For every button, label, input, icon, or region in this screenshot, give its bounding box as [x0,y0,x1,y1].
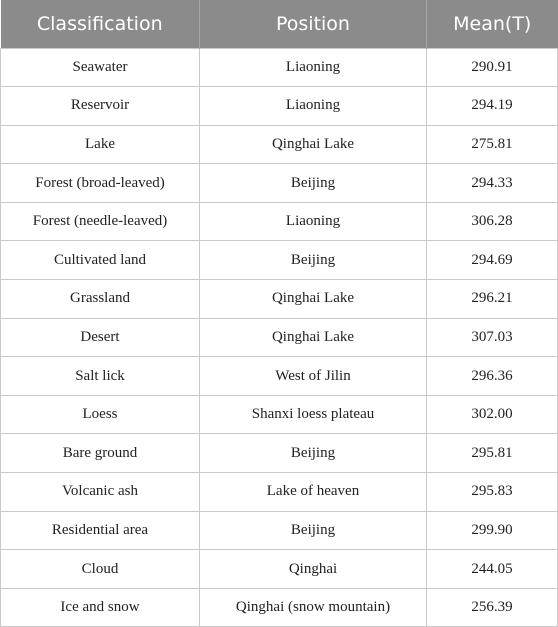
cell-classification: Residential area [1,511,200,550]
cell-classification: Volcanic ash [1,473,200,512]
cell-position: Qinghai (snow mountain) [200,588,427,627]
cell-position: West of Jilin [200,357,427,396]
cell-position: Liaoning [200,87,427,126]
cell-mean: 294.19 [427,87,558,126]
table-row [1,280,558,319]
table-row [1,241,558,280]
cell-mean: 302.00 [427,395,558,434]
cell-classification: Desert [1,318,200,357]
cell-classification: Grassland [1,280,200,319]
cell-classification: Cultivated land [1,241,200,280]
cell-mean: 295.83 [427,473,558,512]
cell-mean: 307.03 [427,318,558,357]
cell-mean: 294.33 [427,164,558,203]
cell-classification: Seawater [1,48,200,87]
cell-position: Beijing [200,511,427,550]
table-row [1,550,558,589]
cell-mean: 296.21 [427,280,558,319]
table-row [1,395,558,434]
cell-classification: Reservoir [1,87,200,126]
table-row [1,511,558,550]
cell-classification: Forest (needle-leaved) [1,202,200,241]
cell-mean: 244.05 [427,550,558,589]
table-body [1,48,558,627]
cell-classification: Cloud [1,550,200,589]
table-row [1,473,558,512]
table-row [1,357,558,396]
cell-mean: 306.28 [427,202,558,241]
cell-classification: Lake [1,125,200,164]
header-classification: Classification [36,12,163,35]
cell-position: Beijing [200,241,427,280]
cell-classification: Bare ground [1,434,200,473]
table-row [1,87,558,126]
cell-position: Qinghai Lake [200,318,427,357]
header-mean: Mean(T) [427,0,558,48]
cell-mean: 296.36 [427,357,558,396]
cell-position: Liaoning [200,48,427,87]
table-row [1,318,558,357]
cell-position: Beijing [200,434,427,473]
cell-classification: Salt lick [1,357,200,396]
table-header [1,0,558,48]
cell-mean: 299.90 [427,511,558,550]
header-row [1,0,558,48]
cell-mean: 275.81 [427,125,558,164]
cell-position: Liaoning [200,202,427,241]
table-row [1,125,558,164]
table-row [1,434,558,473]
cell-position: Beijing [200,164,427,203]
cell-position: Qinghai Lake [200,280,427,319]
cell-position: Qinghai [200,550,427,589]
cell-classification: Ice and snow [1,588,200,627]
cell-mean: 256.39 [427,588,558,627]
cell-mean: 290.91 [427,48,558,87]
table-row [1,48,558,87]
cell-position: Lake of heaven [200,473,427,512]
cell-classification: Loess [1,395,200,434]
table-row [1,202,558,241]
cell-mean: 295.81 [427,434,558,473]
table-row [1,588,558,627]
cell-mean: 294.69 [427,241,558,280]
table-row [1,164,558,203]
cell-position: Qinghai Lake [200,125,427,164]
cell-position: Shanxi loess plateau [200,395,427,434]
header-position: Position [200,0,427,48]
cell-classification: Forest (broad-leaved) [1,164,200,203]
